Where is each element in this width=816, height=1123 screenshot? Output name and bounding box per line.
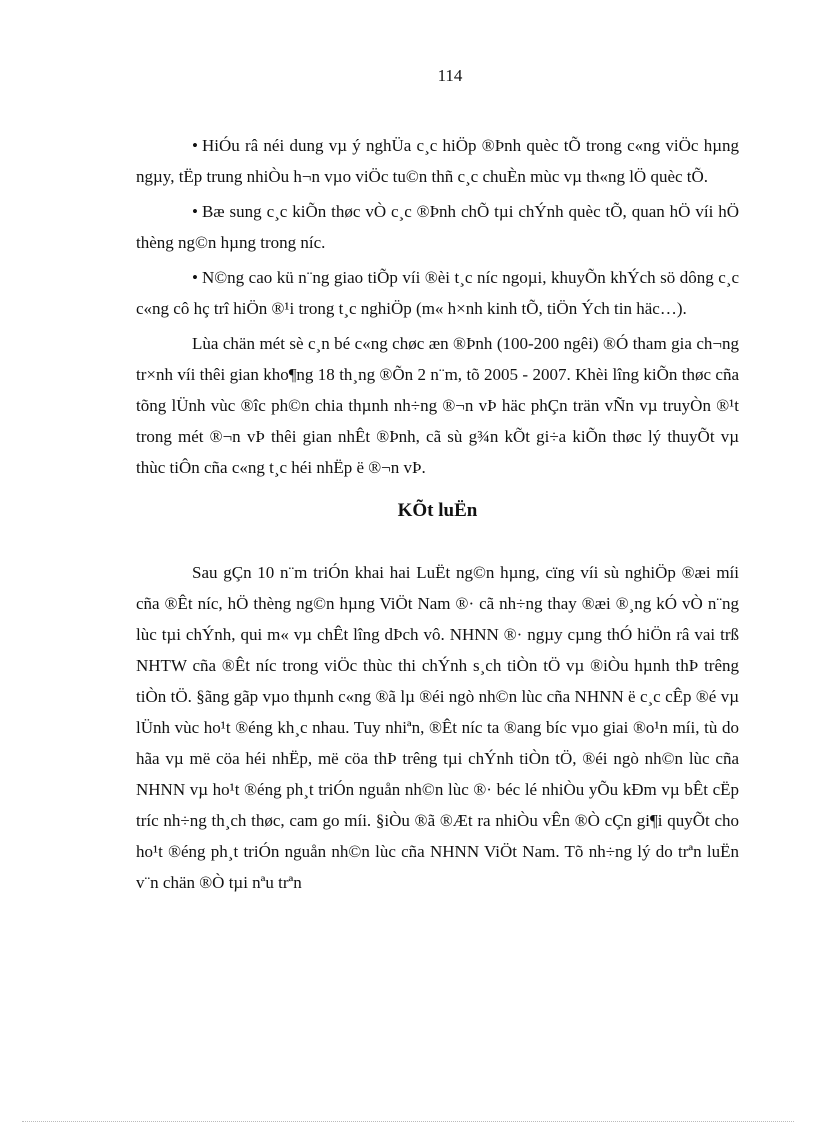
- body-paragraph: Lùa chän mét sè c¸n bé c«ng chøc æn ®Þnh (100-200 ngêi) ®Ó tham gia ch¬ng tr×nh víi thêi gian kho¶ng 18 th¸ng ®Õn 2 n¨m, tõ 2005 - 2007. Khèi lîng kiÕn thøc cña tõng lÜnh vùc ®îc ph©n chia thµnh nh÷ng ®¬n vÞ häc phÇn trän vÑn vµ truyÒn ®¹t trong mét ®¬n vÞ thêi gian nhÊt ®Þnh, cã sù g¾n kÕt gi÷a kiÕn thøc lý thuyÕt vµ thùc tiÔn cña c«ng t¸c héi nhËp ë ®¬n vÞ.: [136, 334, 739, 477]
- bullet-item: [136, 262, 739, 324]
- bullet-dot-icon: •: [192, 136, 198, 155]
- bullet-item: [136, 196, 739, 258]
- section-heading: KÕt luËn: [397, 500, 478, 521]
- page-bottom-divider: [22, 1121, 794, 1122]
- body-paragraph: Sau gÇn 10 n¨m triÓn khai hai LuËt ng©n hµng, cïng víi sù nghiÖp ®æi míi cña ®Êt níc, hÖ thèng ng©n hµng ViÖt Nam ®· cã nh÷ng thay ®æi ®¸ng kÓ vÒ n¨ng lùc tµi chÝnh, qui m« vµ chÊt lîng dÞch vô. NHNN ®· ngµy cµng thÓ hiÖn râ vai trß NHTW cña ®Êt níc trong viÖc thùc thi chÝnh s¸ch tiÒn tÖ vµ ®iÒu hµnh thÞ trêng tiÒn tÖ. §ãng gãp vµo thµnh c«ng ®ã lµ ®éi ngò nh©n lùc cña NHNN ë c¸c cÊp ®é vµ lÜnh vùc ho¹t ®éng kh¸c nhau. Tuy nhiªn, ®Êt níc ta ®ang bíc vµo giai ®o¹n míi, tù do hãa vµ më cöa héi nhËp, më cöa thÞ trêng tµi chÝnh tiÒn tÖ, ®éi ngò nh©n lùc cña NHNN vµ ho¹t ®éng ph¸t triÓn nguån nh©n lùc ®· béc lé nhiÒu yÕu kÐm vµ bÊt cËp tríc nh÷ng th¸ch thøc, cam go míi. §iÒu ®ã ®Æt ra nhiÒu vÊn ®Ò cÇn gi¶i quyÕt cho ho¹t ®éng ph¸t triÓn nguån nh©n lùc cña NHNN ViÖt Nam. Tõ nh÷ng lý do trªn luËn v¨n chän ®Ò tµi nªu trªn: [136, 563, 739, 892]
- bullet-dot-icon: •: [192, 202, 198, 221]
- bullet-text: Bæ sung c¸c kiÕn thøc vÒ c¸c ®Þnh chÕ tµi chÝnh quèc tÕ, quan hÖ víi hÖ thèng ng©n hµng trong níc.: [136, 202, 739, 252]
- bullet-text: HiÓu râ néi dung vµ ý nghÜa c¸c hiÖp ®Þnh quèc tÕ trong c«ng viÖc hµng ngµy, tËp trung nhiÒu h¬n vµo viÖc tu©n thñ c¸c chuÈn mùc vµ th«ng lÖ quèc tÕ.: [136, 136, 739, 186]
- document-body: [136, 130, 739, 902]
- bullet-dot-icon: •: [192, 268, 198, 287]
- bullet-text: N©ng cao kü n¨ng giao tiÕp víi ®èi t¸c níc ngoµi, khuyÕn khÝch sö dông c¸c c«ng cô hç trî hiÖn ®¹i trong t¸c nghiÖp (m« h×nh kinh tÕ, tiÖn Ých tin häc…).: [136, 268, 739, 318]
- page-number: 114: [437, 66, 463, 85]
- bullet-item: [136, 130, 739, 192]
